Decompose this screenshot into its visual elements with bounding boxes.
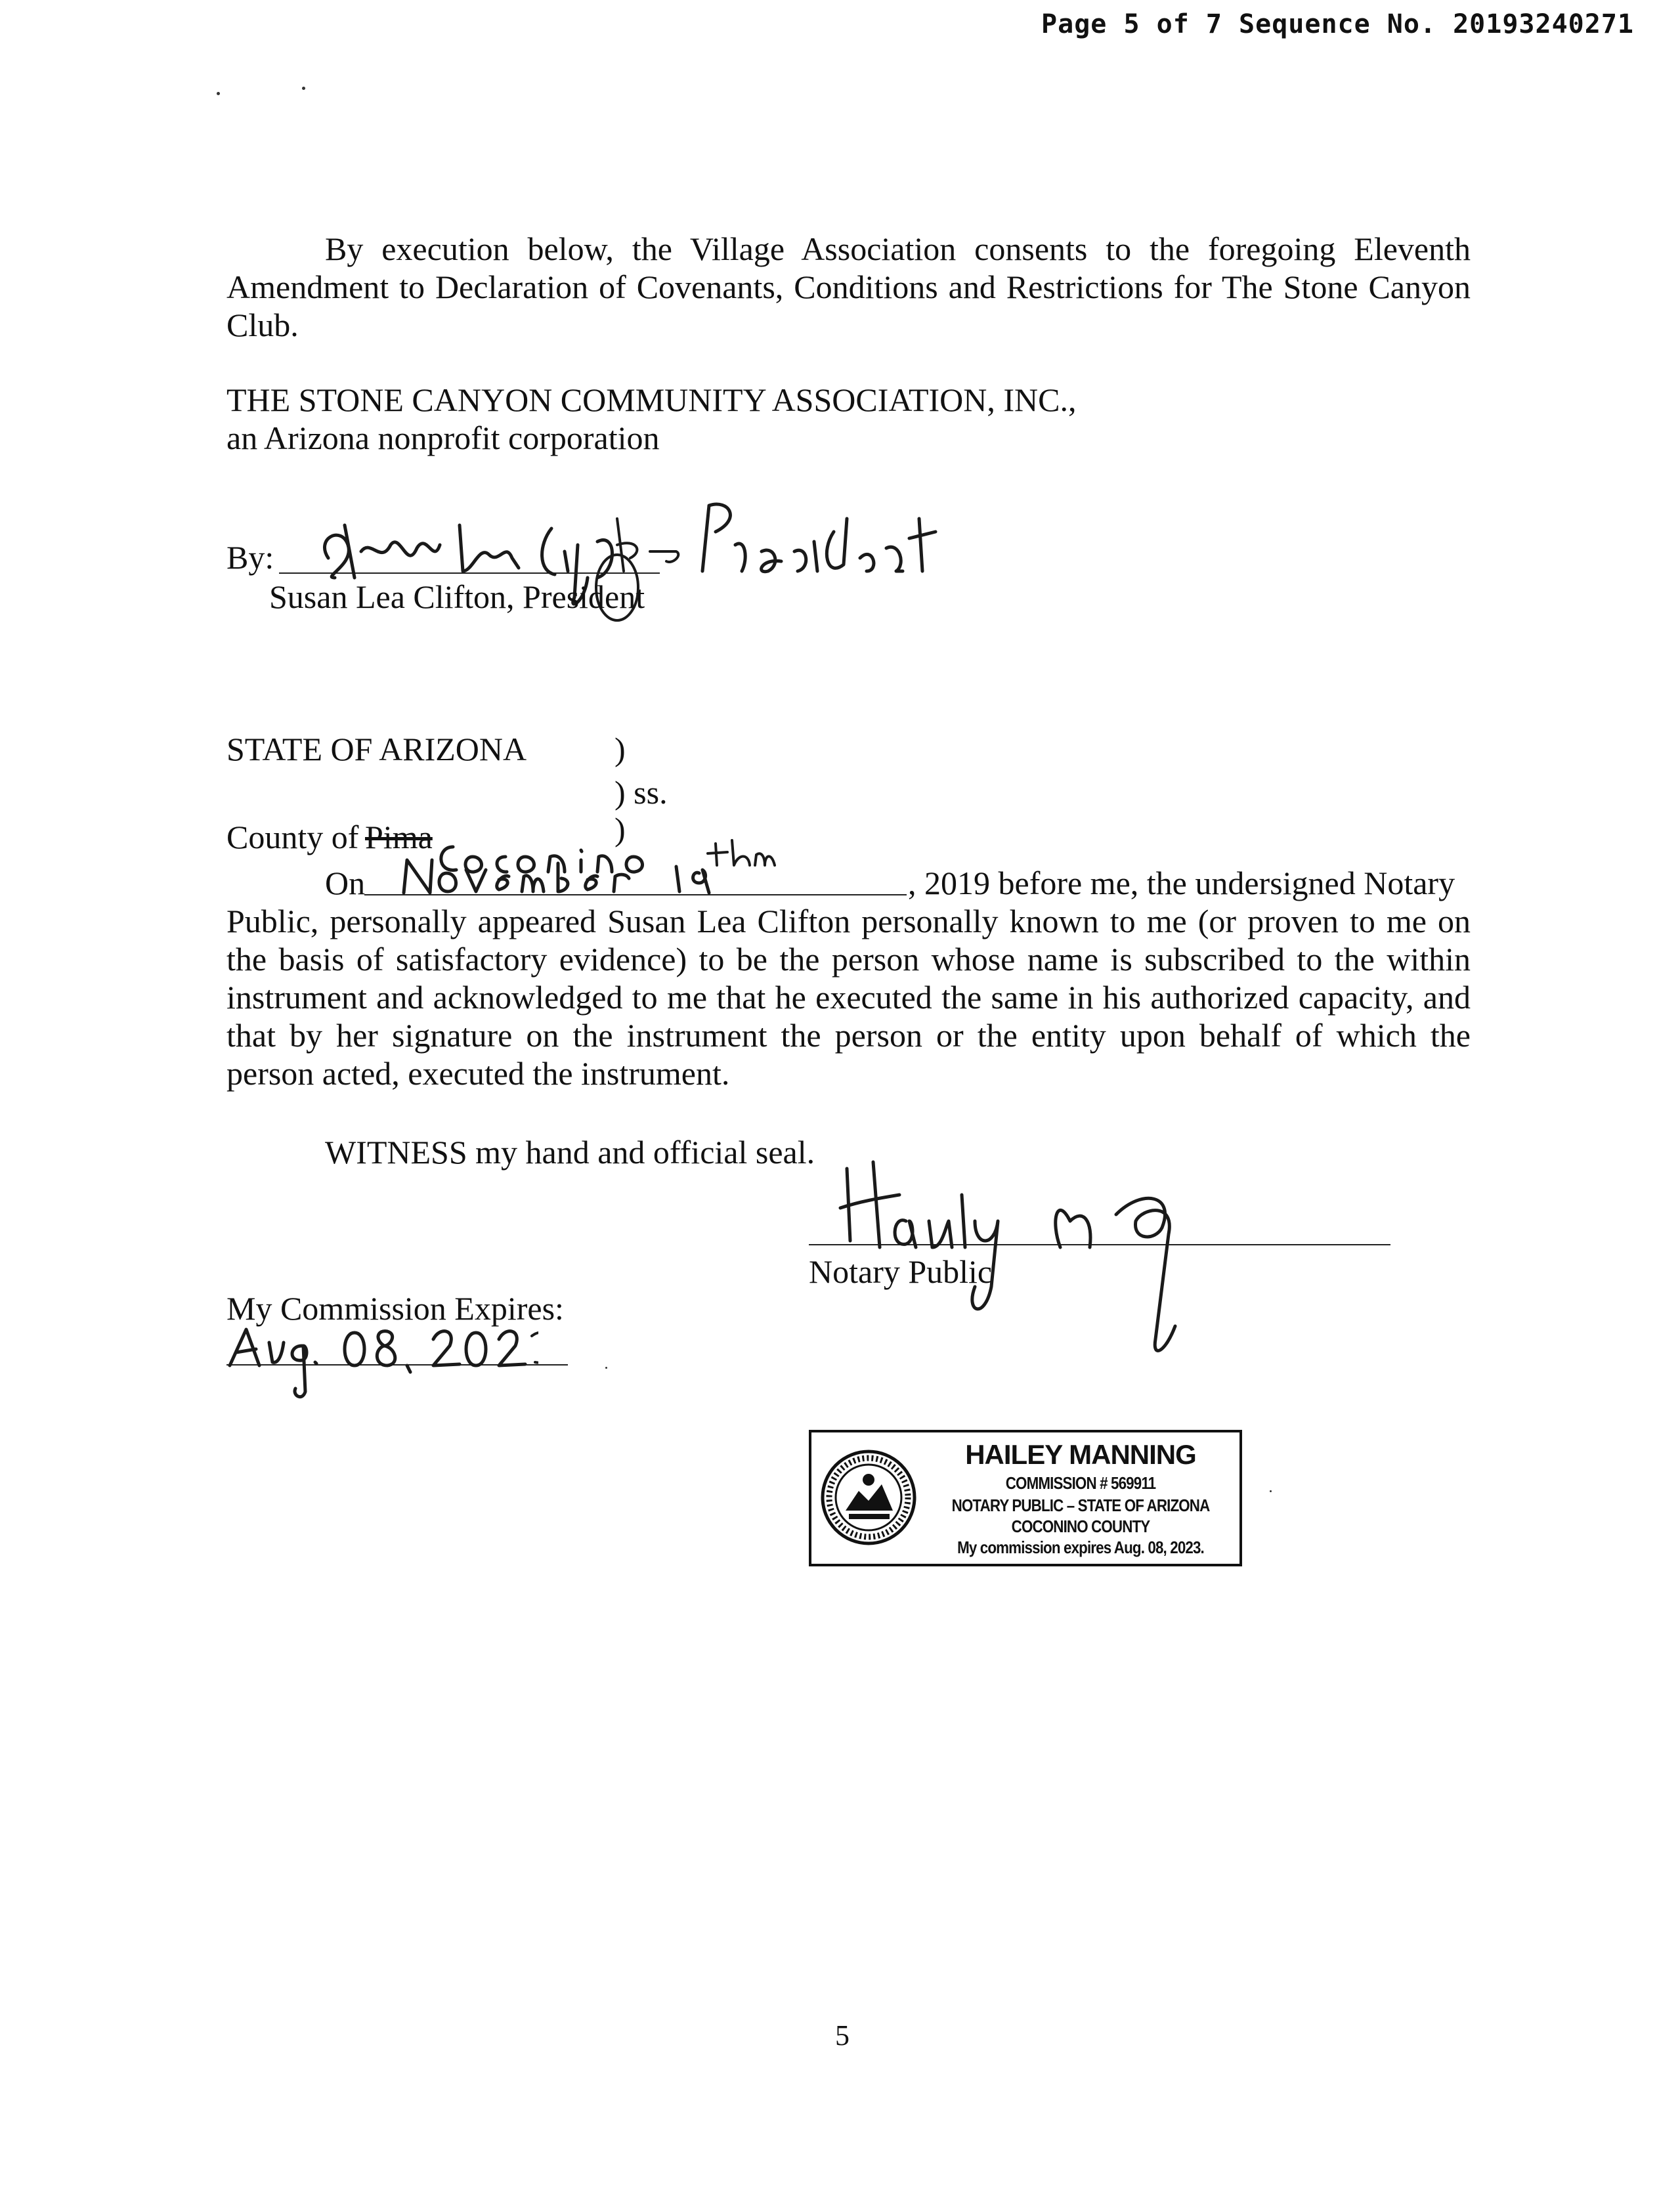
date-text-first-line: , 2019 before me, the undersigned Notary <box>908 865 1455 901</box>
scan-speck <box>605 1367 607 1369</box>
county-paren: ) <box>614 811 626 848</box>
state-label: STATE OF ARIZONA <box>226 731 527 767</box>
ss-label: ) ss. <box>614 774 668 811</box>
notary-stamp <box>809 1430 1242 1566</box>
handwritten-date <box>400 853 768 897</box>
page-number: 5 <box>835 2019 850 2052</box>
stamp-county: COCONINO COUNTY <box>1011 1516 1150 1536</box>
on-label: On <box>325 865 366 901</box>
page-sequence-header: Page 5 of 7 Sequence No. 20193240271 <box>1041 9 1634 39</box>
county-label: County of <box>226 819 359 855</box>
scan-speck <box>1270 1490 1272 1492</box>
scan-speck <box>302 87 305 90</box>
signer-caption: Susan Lea Clifton, President <box>269 578 645 615</box>
stamp-expiration: My commission expires Aug. 08, 2023. <box>957 1538 1204 1557</box>
acknowledgment-paragraph: Public, personally appeared Susan Lea Clifton personally known to me (or proven to me on the basis of satisfactory evidence) to be the person whose name is subscribed to the within instrument and acknowledged to me that he executed the same in his authorized capacity, and that by her signature on the instrument the person or the entity upon behalf of which the person acted, executed the instrument. <box>226 903 1471 1092</box>
stamp-notary-name: HAILEY MANNING <box>965 1439 1196 1470</box>
stamp-commission-number: COMMISSION # 569911 <box>1005 1473 1156 1493</box>
county-struck-name: Pima <box>365 819 433 855</box>
witness-line: WITNESS my hand and official seal. <box>325 1134 815 1171</box>
scan-speck <box>217 92 220 95</box>
venue-paren: ) <box>614 731 626 767</box>
association-name: THE STONE CANYON COMMUNITY ASSOCIATION, INC., <box>226 381 1077 418</box>
handwritten-commission-expiry <box>223 1320 538 1411</box>
arizona-state-seal <box>819 1448 918 1547</box>
association-type: an Arizona nonprofit corporation <box>226 419 660 456</box>
stamp-notary-title: NOTARY PUBLIC – STATE OF ARIZONA <box>951 1495 1210 1515</box>
consent-paragraph: By execution below, the Village Association consents to the foregoing Eleventh Amendment to Declaration of Covenants, Conditions and Restrictions for The Stone Canyon Club. <box>226 230 1471 343</box>
commission-expires-label: My Commission Expires: <box>226 1290 564 1327</box>
notary-public-label: Notary Public <box>809 1253 993 1290</box>
by-label: By: <box>226 539 274 576</box>
